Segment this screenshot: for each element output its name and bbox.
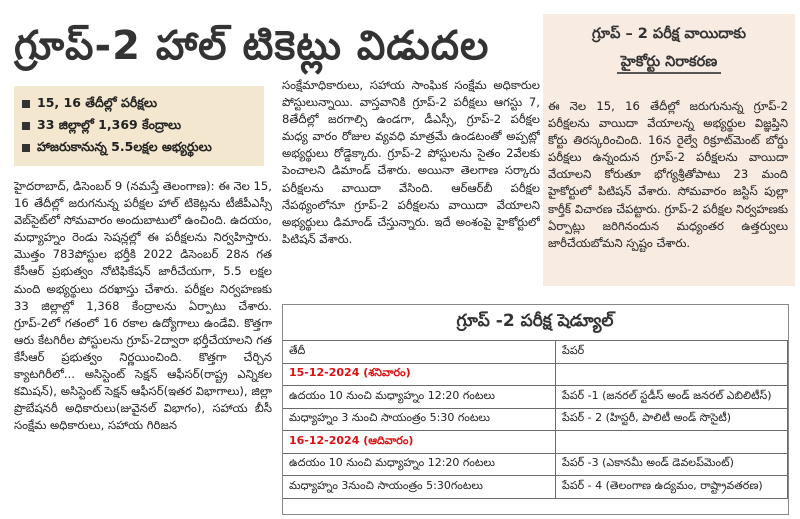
column-header-date: తేదీ	[283, 341, 556, 364]
highlight-text: 15, 16 తేదీల్లో పరీక్షలు	[37, 95, 158, 110]
exam-time: మధ్యాహ్నం 3 నుంచి సాయంత్రం 5:30 గంటలు	[283, 408, 556, 431]
date-row	[283, 431, 788, 454]
exam-date: 15-12-2024 (శనివారం)	[283, 363, 556, 386]
table-row	[283, 408, 788, 431]
schedule-title: గ్రూప్ -2 పరీక్ష షెడ్యూల్	[456, 311, 614, 331]
empty-cell	[556, 431, 788, 454]
exam-date: 16-12-2024 (ఆదివారం)	[283, 431, 556, 454]
table-row	[283, 476, 788, 499]
exam-paper: పేపర్ -3 (ఎకానమీ అండ్ డెవలప్‌మెంట్)	[556, 453, 788, 476]
highlight-text: 33 జిల్లాల్లో 1,369 కేంద్రాలు	[37, 117, 182, 132]
article-column-1: హైదరాబాద్, డిసెంబర్ 9 (నమస్తే తెలంగాణ): ఈ నెల 15, 16 తేదీల్లో జరుగనున్న పరీక్షల హాల్ టికెట్లను టీజీపీఎస్సీ వెబ్‌సైట్‌లో సోమవారం అందుబాటులో ఉంచింది. ఉదయం, మధ్యాహ్నం రెండు సెషన్లల్లో ఈ పరీక్షలను నిర్వహిస్తారు. మొత్తం 783పోస్టుల భర్తీకి 2022 డిసెంబర్ 28న గత కేసీఆర్ ప్రభుత్వం నోటిఫికేషన్ జారీచేయగా, 5.5 లక్షల మంది అభ్యర్థులు దరఖాస్తు చేశారు. పరీక్షల నిర్వహణకు 33 జిల్లాల్లో 1,368 కేంద్రాలను ఏర్పాటు చేశారు. గ్రూప్-2లో గతంలో 16 రకాల ఉద్యోగాలు ఉండేవి. కొత్తగా ఆరు కేటగిరీల పోస్టులను గ్రూప్-2ద్వారా భర్తీచేయాలని గత కేసీఆర్ ప్రభుత్వం నిర్ణయించింది. కొత్తగా చేర్చిన క్యాటగిరీలో... అసిస్టెంట్ సెక్షన్ ఆఫీసర్(రాష్ట్ర ఎన్నికల కమిషన్), అసిస్టెంట్ సెక్షన్ ఆఫీసర్(ఇతర విభాగాలు), జిల్లా ప్రొబేషనరీ అధికారులు(జువైనల్ విభాగం), సహాయ బీసీ సంక్షేమ అధికారులు, సహాయ గిరిజన	[14, 179, 272, 433]
article-column-2: సంక్షేమాధికారులు, సహాయ సాంఘిక సంక్షేమ అధికారుల పోస్టులున్నాయి. వాస్తవానికి గ్రూప్-2 పరీక్షలు ఆగస్టు 7, 8తేదీల్లో జరగాల్సి ఉండగా, డీఎస్సీ, గ్రూప్-2 పరీక్షల మధ్య వారం రోజుల వ్యవధి మాత్రమే ఉండటంతో అప్పట్లో అభ్యర్థులు రోడ్డెక్కారు. గ్రూప్-2 పోస్టులను సైతం 2వేలకు పెంచాలని డిమాండ్ చేశారు. అయినా తెలగాణ సర్కారు పరీక్షలను వాయిదా వేసింది. ఆర్‌ఆర్‌బీ పరీక్షల నేపథ్యంలోనూ గ్రూప్-2 పరీక్షలను వాయిదా వేయాలని అభ్యర్థులు డిమాండ్ చేస్తున్నారు. ఇదే అంశంపై హైకోర్టులో పిటిషన్ వేశారు.	[282, 78, 540, 246]
column-header-paper: పేపర్	[556, 341, 788, 364]
schedule-table	[282, 340, 788, 499]
highlight-text: హాజరుకానున్న 5.5లక్షల అభ్యర్థులు	[37, 139, 212, 154]
date-row	[283, 363, 788, 386]
exam-time: ఉదయం 10 నుంచి మధ్యాహ్నం 12:20 గంటలు	[283, 453, 556, 476]
exam-paper: పేపర్ -1 (జనరల్ స్టడీస్ అండ్ జనరల్ ఎబిలిటీస్)	[556, 386, 788, 409]
highlights-box	[14, 86, 264, 166]
highlight-item	[22, 136, 256, 158]
highlight-item	[22, 114, 256, 136]
table-row	[283, 386, 788, 409]
highlight-item	[22, 92, 256, 114]
sidebar-body: ఈ నెల 15, 16 తేదీల్లో జరుగునున్న గ్రూప్-2 పరీక్షలను వాయిదా వేయాలన్న అభ్యర్థుల విజ్ఞప్తిని కోర్టు తిరస్కరించింది. 16న రైల్వే రిక్రూట్‌మెంట్ బోర్డు పరీక్షలు ఉన్నందున గ్రూప్-2 పరీక్షలను వాయిదా వేయాలని కోరుతూ భోగ్యశ్రీతోపాటు 23 మంది హైకోర్టులో పిటిషన్ వేశారు. సోమవారం జస్టిస్ పుల్లా కార్తీక్ విచారణ చేపట్టారు. గ్రూప్-2 పరీక్షల నిర్వహణకు ఏర్పాట్లు జరిగినందున మధ్యంతర ఉత్తర్వులు జారీచేయబోమని స్పష్టం చేశారు.	[548, 99, 788, 250]
table-row	[283, 453, 788, 476]
square-bullet-icon	[22, 122, 30, 130]
sidebar-title: గ్రూప్ – 2 పరీక్ష వాయిదాకు	[591, 26, 747, 42]
square-bullet-icon	[22, 100, 30, 108]
exam-paper: పేపర్ - 4 (తెలంగాణ ఉద్యమం, రాష్ట్రావతరణ)	[556, 476, 788, 499]
exam-time: మధ్యాహ్నం 3నుంచి సాయంత్రం 5:30గంటలు	[283, 476, 556, 499]
schedule-box	[282, 302, 788, 514]
square-bullet-icon	[22, 144, 30, 152]
headline: గ్రూప్-2 హాల్ టికెట్లు విడుదల	[14, 23, 490, 69]
empty-cell	[556, 363, 788, 386]
exam-time: ఉదయం 10 నుంచి మధ్యాహ్నం 12:20 గంటలు	[283, 386, 556, 409]
sidebar-subtitle-text: హైకోర్టు నిరాకరణ	[617, 54, 721, 74]
exam-paper: పేపర్ - 2 (హిస్టరీ, పాలిటీ అండ్ సొసైటీ)	[556, 408, 788, 431]
table-header-row	[283, 341, 788, 364]
sidebar-subtitle	[543, 54, 795, 74]
